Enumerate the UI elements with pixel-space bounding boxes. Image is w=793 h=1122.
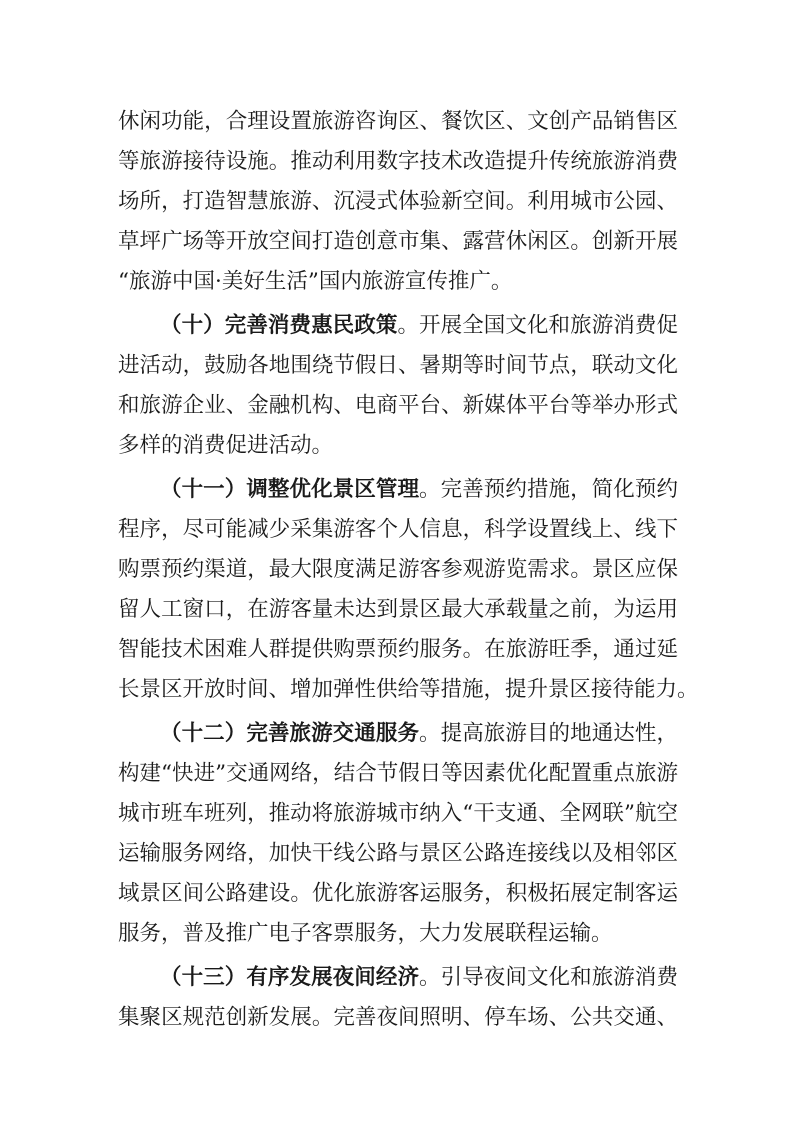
paragraph-line: 进活动，鼓励各地围绕节假日、暑期等时间节点，联动文化 bbox=[118, 353, 678, 378]
paragraph-line: 城市班车班列，推动将旅游城市纳入“干支通、全网联”航空 bbox=[118, 801, 678, 826]
paragraph-line: 集聚区规范创新发展。完善夜间照明、停车场、公共交通、 bbox=[118, 1005, 678, 1030]
section-heading: （十二）完善旅游交通服务 bbox=[160, 721, 420, 746]
section-heading: （十三）有序发展夜间经济 bbox=[160, 965, 420, 990]
section-heading: （十一）调整优化景区管理 bbox=[160, 477, 420, 502]
paragraph-line: 草坪广场等开放空间打造创意市集、露营休闲区。创新开展 bbox=[118, 229, 678, 254]
paragraph-text: 。提高旅游目的地通达性， bbox=[419, 721, 678, 746]
paragraph-line: 构建“快进”交通网络，结合节假日等因素优化配置重点旅游 bbox=[118, 761, 678, 786]
paragraph-text: 。完善预约措施，简化预约 bbox=[419, 477, 678, 502]
section-heading: （十）完善消费惠民政策 bbox=[160, 313, 398, 338]
paragraph-text: 。引导夜间文化和旅游消费 bbox=[419, 965, 678, 990]
paragraph-first-line bbox=[160, 470, 678, 510]
paragraph-line: 多样的消费促进活动。 bbox=[118, 433, 334, 458]
paragraph-line: 留人工窗口，在游客量未达到景区最大承载量之前，为运用 bbox=[118, 597, 678, 622]
paragraph-line: 休闲功能，合理设置旅游咨询区、餐饮区、文创产品销售区 bbox=[118, 109, 678, 134]
paragraph-line: 服务，普及推广电子客票服务，大力发展联程运输。 bbox=[118, 921, 613, 946]
paragraph-line: 域景区间公路建设。优化旅游客运服务，积极拓展定制客运 bbox=[118, 881, 678, 906]
paragraph-first-line bbox=[160, 958, 678, 998]
paragraph-line: 智能技术困难人群提供购票预约服务。在旅游旺季，通过延 bbox=[118, 637, 678, 662]
paragraph-line: 运输服务网络，加快干线公路与景区公路连接线以及相邻区 bbox=[118, 841, 678, 866]
paragraph-line: “旅游中国·美好生活”国内旅游宣传推广。 bbox=[118, 269, 513, 294]
paragraph-line: 场所，打造智慧旅游、沉浸式体验新空间。利用城市公园、 bbox=[118, 189, 678, 214]
paragraph-line: 和旅游企业、金融机构、电商平台、新媒体平台等举办形式 bbox=[118, 393, 678, 418]
paragraph-line: 购票预约渠道，最大限度满足游客参观游览需求。景区应保 bbox=[118, 557, 678, 582]
paragraph-line: 长景区开放时间、增加弹性供给等措施，提升景区接待能力。 bbox=[118, 677, 699, 702]
paragraph-line: 等旅游接待设施。推动利用数字技术改造提升传统旅游消费 bbox=[118, 149, 678, 174]
paragraph-line: 程序，尽可能减少采集游客个人信息，科学设置线上、线下 bbox=[118, 517, 678, 542]
paragraph-first-line bbox=[160, 714, 678, 754]
paragraph-first-line bbox=[160, 306, 678, 346]
paragraph-text: 。开展全国文化和旅游消费促 bbox=[397, 313, 678, 338]
